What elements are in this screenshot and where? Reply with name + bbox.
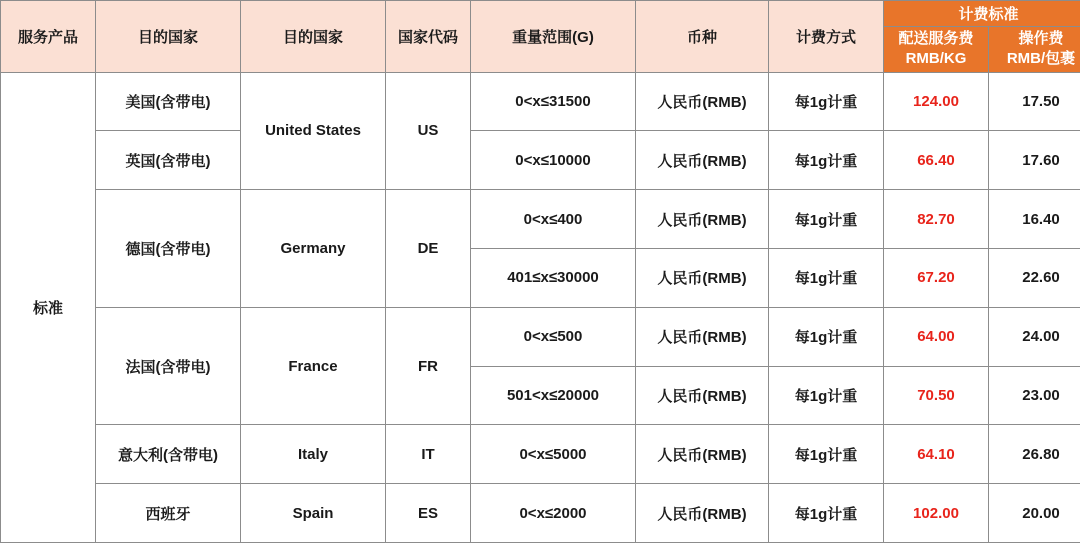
cell-billing-method: 每1g计重 [769, 425, 884, 484]
cell-handling-fee: 16.40 [989, 190, 1080, 249]
cell-delivery-fee: 124.00 [884, 72, 989, 131]
table-row [1, 307, 1080, 366]
cell-country-code: DE [386, 190, 471, 308]
column-header-group-rate-standard: 计费标准 [884, 1, 1080, 27]
cell-country-cn: 法国(含带电) [96, 307, 241, 425]
cell-billing-method: 每1g计重 [769, 366, 884, 425]
cell-country-en: Germany [241, 190, 386, 308]
delivery-fee-title: 配送服务费 [898, 30, 974, 47]
column-header-handling-fee [989, 27, 1080, 73]
table-row [1, 72, 1080, 131]
cell-billing-method: 每1g计重 [769, 307, 884, 366]
cell-country-cn: 美国(含带电) [96, 72, 241, 131]
cell-country-code: FR [386, 307, 471, 425]
handling-fee-unit: RMB/包裹 [1006, 50, 1076, 68]
column-header-product: 服务产品 [1, 1, 96, 73]
cell-weight-range: 0<x≤500 [471, 307, 636, 366]
cell-weight-range: 0<x≤2000 [471, 484, 636, 543]
column-header-currency: 币种 [636, 1, 769, 73]
cell-delivery-fee: 66.40 [884, 131, 989, 190]
column-header-billing-method: 计费方式 [769, 1, 884, 73]
cell-country-code: ES [386, 484, 471, 543]
table-row [1, 484, 1080, 543]
header-row-top [1, 1, 1080, 27]
table-body [1, 72, 1080, 543]
cell-delivery-fee: 70.50 [884, 366, 989, 425]
cell-currency: 人民币(RMB) [636, 190, 769, 249]
cell-delivery-fee: 67.20 [884, 248, 989, 307]
column-header-country-code: 国家代码 [386, 1, 471, 73]
table-header [1, 1, 1080, 73]
cell-handling-fee: 17.50 [989, 72, 1080, 131]
column-header-weight-range: 重量范围(G) [471, 1, 636, 73]
cell-currency: 人民币(RMB) [636, 425, 769, 484]
cell-handling-fee: 20.00 [989, 484, 1080, 543]
cell-handling-fee: 17.60 [989, 131, 1080, 190]
cell-billing-method: 每1g计重 [769, 131, 884, 190]
cell-billing-method: 每1g计重 [769, 190, 884, 249]
cell-country-en: Spain [241, 484, 386, 543]
cell-currency: 人民币(RMB) [636, 366, 769, 425]
cell-handling-fee: 26.80 [989, 425, 1080, 484]
cell-delivery-fee: 64.00 [884, 307, 989, 366]
cell-country-code: IT [386, 425, 471, 484]
cell-handling-fee: 22.60 [989, 248, 1080, 307]
cell-billing-method: 每1g计重 [769, 248, 884, 307]
cell-currency: 人民币(RMB) [636, 484, 769, 543]
column-header-destination-country-cn: 目的国家 [96, 1, 241, 73]
cell-product: 标准 [1, 72, 96, 543]
cell-country-en: France [241, 307, 386, 425]
table-row [1, 425, 1080, 484]
cell-weight-range: 0<x≤31500 [471, 72, 636, 131]
cell-handling-fee: 23.00 [989, 366, 1080, 425]
cell-weight-range: 0<x≤400 [471, 190, 636, 249]
cell-country-cn: 德国(含带电) [96, 190, 241, 308]
cell-country-cn: 英国(含带电) [96, 131, 241, 190]
cell-currency: 人民币(RMB) [636, 131, 769, 190]
cell-currency: 人民币(RMB) [636, 307, 769, 366]
cell-billing-method: 每1g计重 [769, 484, 884, 543]
cell-currency: 人民币(RMB) [636, 248, 769, 307]
delivery-fee-unit: RMB/KG [905, 50, 967, 68]
handling-fee-title: 操作费 [1018, 30, 1064, 47]
cell-delivery-fee: 102.00 [884, 484, 989, 543]
cell-delivery-fee: 64.10 [884, 425, 989, 484]
cell-delivery-fee: 82.70 [884, 190, 989, 249]
table-row [1, 190, 1080, 249]
cell-country-cn: 西班牙 [96, 484, 241, 543]
cell-weight-range: 501<x≤20000 [471, 366, 636, 425]
cell-country-en: Italy [241, 425, 386, 484]
cell-currency: 人民币(RMB) [636, 72, 769, 131]
cell-weight-range: 401≤x≤30000 [471, 248, 636, 307]
cell-weight-range: 0<x≤10000 [471, 131, 636, 190]
table-row [1, 131, 1080, 190]
cell-country-code: US [386, 72, 471, 190]
column-header-delivery-fee [884, 27, 989, 73]
column-header-destination-country-en: 目的国家 [241, 1, 386, 73]
cell-country-cn: 意大利(含带电) [96, 425, 241, 484]
cell-weight-range: 0<x≤5000 [471, 425, 636, 484]
cell-country-en: United States [241, 72, 386, 190]
cell-handling-fee: 24.00 [989, 307, 1080, 366]
cell-billing-method: 每1g计重 [769, 72, 884, 131]
